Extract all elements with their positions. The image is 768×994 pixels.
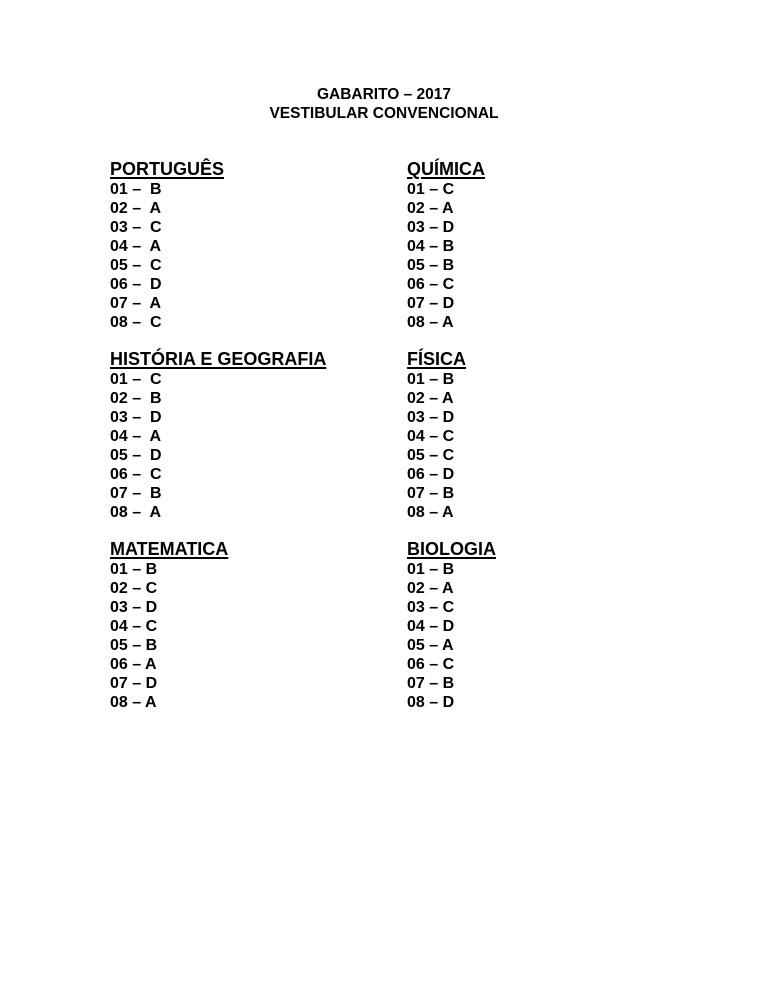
section-heading-historia-geografia: HISTÓRIA E GEOGRAFIA bbox=[110, 349, 327, 369]
section-heading-fisica: FÍSICA bbox=[407, 349, 467, 369]
section-biologia bbox=[407, 538, 496, 712]
answer-item: 03 – D bbox=[407, 409, 455, 426]
section-matematica bbox=[110, 538, 228, 712]
answer-item: 06 – C bbox=[110, 466, 162, 483]
answer-item: 08 – A bbox=[407, 314, 454, 331]
answer-item: 05 – A bbox=[407, 637, 454, 654]
answer-list-matematica bbox=[110, 560, 228, 712]
answer-item: 02 – A bbox=[110, 200, 161, 217]
answer-item: 03 – D bbox=[407, 219, 455, 236]
answer-item: 07 – B bbox=[407, 675, 455, 692]
section-quimica bbox=[407, 158, 485, 332]
answer-item: 07 – D bbox=[110, 675, 158, 692]
answer-item: 04 – A bbox=[110, 428, 161, 445]
answer-item: 04 – A bbox=[110, 238, 161, 255]
answer-item: 02 – C bbox=[110, 580, 158, 597]
answer-item: 03 – C bbox=[407, 599, 455, 616]
answer-item: 05 – D bbox=[110, 447, 162, 464]
answer-item: 08 – A bbox=[110, 694, 157, 711]
answer-item: 08 – A bbox=[110, 504, 161, 521]
document-title: GABARITO – 2017 bbox=[316, 86, 452, 103]
answer-item: 04 – B bbox=[407, 238, 455, 255]
answer-item: 01 – B bbox=[110, 561, 158, 578]
answer-item: 08 – A bbox=[407, 504, 454, 521]
answer-item: 01 – C bbox=[407, 181, 455, 198]
answer-item: 03 – D bbox=[110, 599, 158, 616]
section-heading-biologia: BIOLOGIA bbox=[407, 539, 496, 559]
answer-item: 01 – C bbox=[110, 371, 162, 388]
answer-item: 07 – B bbox=[110, 485, 162, 502]
answer-list-fisica bbox=[407, 370, 466, 522]
answer-item: 06 – A bbox=[110, 656, 157, 673]
answer-item: 06 – C bbox=[407, 276, 455, 293]
section-portugues bbox=[110, 158, 224, 332]
section-heading-matematica: MATEMATICA bbox=[110, 539, 229, 559]
document-header bbox=[0, 85, 768, 123]
answer-item: 05 – B bbox=[110, 637, 158, 654]
answer-list-biologia bbox=[407, 560, 496, 712]
answer-item: 01 – B bbox=[110, 181, 162, 198]
section-historia-geografia bbox=[110, 348, 326, 522]
answer-item: 04 – D bbox=[407, 618, 455, 635]
answer-item: 03 – C bbox=[110, 219, 162, 236]
answer-item: 06 – C bbox=[407, 656, 455, 673]
answer-item: 06 – D bbox=[110, 276, 162, 293]
answer-item: 05 – B bbox=[407, 257, 455, 274]
answer-list-historia-geografia bbox=[110, 370, 326, 522]
answer-list-portugues bbox=[110, 180, 224, 332]
answer-item: 05 – C bbox=[110, 257, 162, 274]
section-heading-quimica: QUÍMICA bbox=[407, 159, 485, 179]
answer-item: 01 – B bbox=[407, 561, 455, 578]
answer-item: 04 – C bbox=[407, 428, 455, 445]
answer-item: 07 – A bbox=[110, 295, 161, 312]
answer-item: 08 – D bbox=[407, 694, 455, 711]
answer-item: 03 – D bbox=[110, 409, 162, 426]
answer-list-quimica bbox=[407, 180, 485, 332]
answer-item: 07 – B bbox=[407, 485, 455, 502]
document-subtitle: VESTIBULAR CONVENCIONAL bbox=[269, 105, 499, 122]
answer-item: 07 – D bbox=[407, 295, 455, 312]
answer-item: 05 – C bbox=[407, 447, 455, 464]
section-fisica bbox=[407, 348, 466, 522]
section-heading-portugues: PORTUGUÊS bbox=[110, 159, 225, 179]
answer-item: 04 – C bbox=[110, 618, 158, 635]
answer-item: 06 – D bbox=[407, 466, 455, 483]
answer-item: 02 – A bbox=[407, 200, 454, 217]
answer-item: 02 – B bbox=[110, 390, 162, 407]
answer-item: 01 – B bbox=[407, 371, 455, 388]
answer-item: 08 – C bbox=[110, 314, 162, 331]
answer-item: 02 – A bbox=[407, 580, 454, 597]
answer-item: 02 – A bbox=[407, 390, 454, 407]
